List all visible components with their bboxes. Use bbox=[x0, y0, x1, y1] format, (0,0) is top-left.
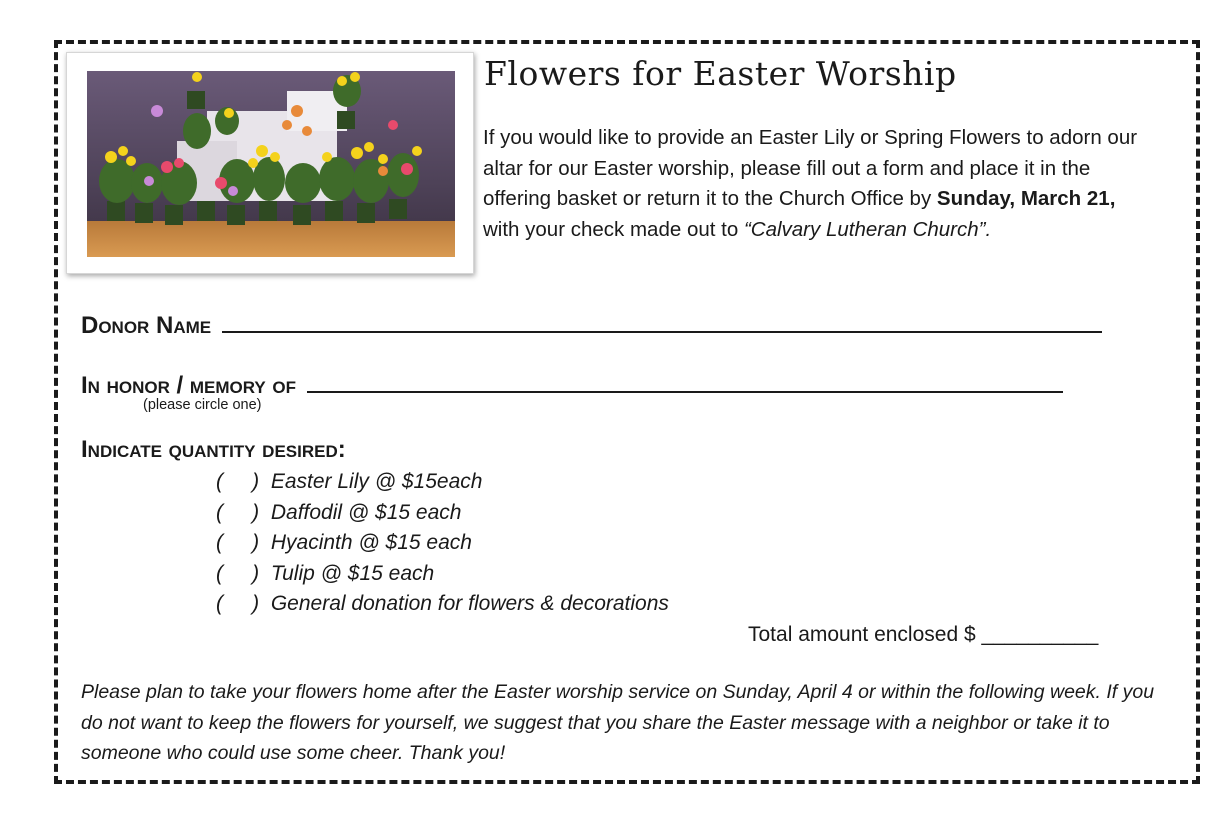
quantity-box[interactable]: ( ) bbox=[216, 562, 260, 585]
donor-name-label: Donor Name bbox=[81, 312, 212, 339]
total-amount-row bbox=[748, 623, 1098, 647]
option-label: General donation for flowers & decorations bbox=[270, 592, 669, 615]
option-general-donation[interactable] bbox=[216, 592, 669, 616]
option-easter-lily[interactable] bbox=[216, 470, 482, 494]
quantity-box[interactable]: ( ) bbox=[216, 470, 260, 493]
honor-memory-label: In honor / memory of bbox=[81, 372, 297, 399]
quantity-box[interactable]: ( ) bbox=[216, 501, 260, 524]
honor-memory-field[interactable] bbox=[307, 369, 1063, 393]
option-label: Hyacinth @ $15 each bbox=[270, 531, 472, 554]
option-label: Tulip @ $15 each bbox=[270, 562, 435, 585]
option-label: Easter Lily @ $15each bbox=[270, 470, 483, 493]
deadline-date: Sunday, March 21, bbox=[936, 187, 1116, 211]
quantity-heading: Indicate quantity desired: bbox=[81, 436, 346, 463]
option-daffodil[interactable] bbox=[216, 501, 461, 525]
total-amount-label: Total amount enclosed $ bbox=[748, 623, 976, 646]
intro-text: If you would like to provide an Easter Lily or Spring Flowers to adorn our altar for our Easter worship, please fill out a form and place it in the offering basket or return it to the Church Office by bbox=[483, 126, 1138, 211]
altar-flowers-image bbox=[87, 71, 455, 257]
honor-memory-row bbox=[81, 369, 1063, 400]
intro-paragraph bbox=[483, 123, 1143, 245]
footer-note: Please plan to take your flowers home after the Easter worship service on Sunday, April 4 or within the following week. If you do not want to keep the flowers for yourself, we suggest that you share the Easter message with a neighbor or take it to someone who could use some cheer. Thank you! bbox=[81, 681, 1155, 765]
option-label: Daffodil @ $15 each bbox=[270, 501, 462, 524]
total-amount-field[interactable]: __________ bbox=[981, 623, 1099, 646]
quantity-heading-row bbox=[81, 436, 346, 464]
option-tulip[interactable] bbox=[216, 562, 434, 586]
check-payee: “Calvary Lutheran Church”. bbox=[743, 217, 992, 241]
easter-flowers-photo bbox=[66, 52, 474, 274]
donor-name-field[interactable] bbox=[222, 309, 1102, 333]
option-hyacinth[interactable] bbox=[216, 531, 472, 555]
intro-text-middle: with your check made out to bbox=[483, 217, 744, 241]
quantity-box[interactable]: ( ) bbox=[216, 592, 260, 615]
circle-one-hint: (please circle one) bbox=[143, 397, 262, 413]
donor-name-row bbox=[81, 309, 1102, 340]
quantity-box[interactable]: ( ) bbox=[216, 531, 260, 554]
page-title: Flowers for Easter Worship bbox=[484, 54, 957, 93]
